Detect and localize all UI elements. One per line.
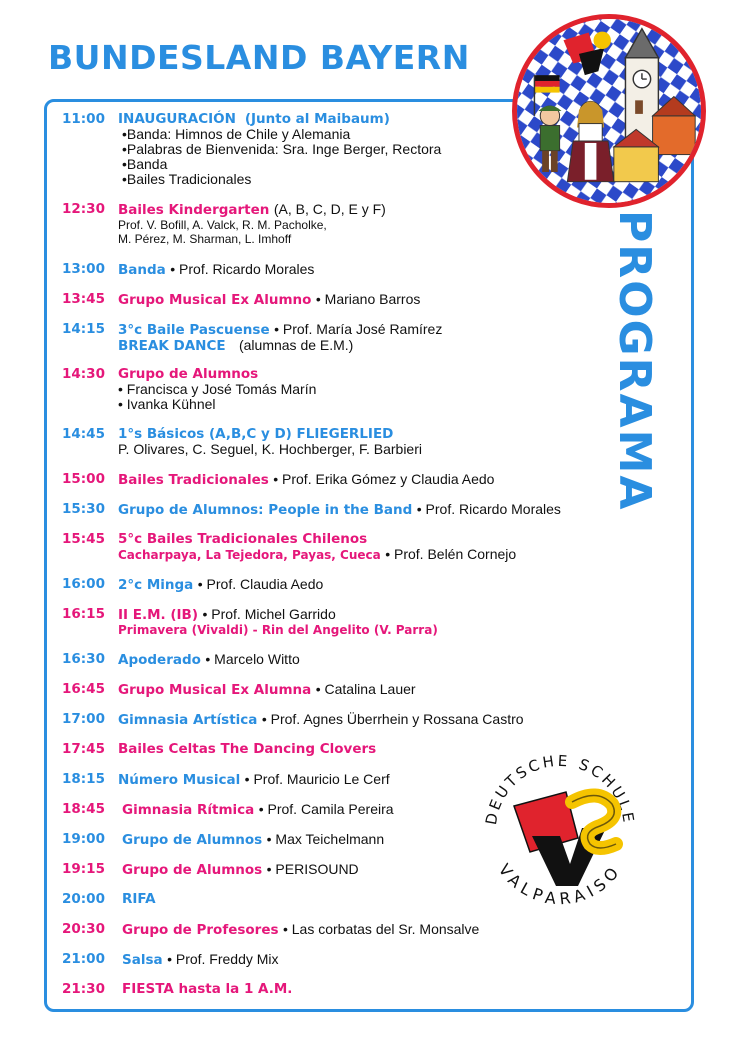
entry-detail: • Max Teichelmann xyxy=(266,831,385,847)
entry-line: • Francisca y José Tomás Marín xyxy=(118,381,317,397)
entry-time: 20:00 xyxy=(62,891,105,907)
entry-detail: • Las corbatas del Sr. Monsalve xyxy=(282,921,480,937)
entry-time: 16:45 xyxy=(62,681,105,697)
entry-detail: • PERISOUND xyxy=(266,861,359,877)
school-logo xyxy=(470,740,650,920)
entry-time: 14:30 xyxy=(62,366,105,382)
entry-activity: 5°c Bailes Tradicionales Chilenos xyxy=(118,531,368,547)
entry-detail: • Prof. Belén Cornejo xyxy=(385,546,517,562)
entry-time: 16:00 xyxy=(62,576,105,592)
entry-activity-extra: (Junto al Maibaum) xyxy=(244,111,390,127)
entry-detail: • Prof. Mauricio Le Cerf xyxy=(244,771,390,787)
page-title: BUNDESLAND BAYERN xyxy=(48,38,470,77)
entry-time: 11:00 xyxy=(62,111,105,127)
entry-time: 16:15 xyxy=(62,606,105,622)
side-label-wrapper xyxy=(610,210,660,510)
entry-line: •Banda xyxy=(122,156,168,172)
entry-line: P. Olivares, C. Seguel, K. Hochberger, F. Barbieri xyxy=(118,441,422,457)
bavaria-illustration-badge xyxy=(512,14,706,208)
entry-note: M. Pérez, M. Sharman, L. Imhoff xyxy=(118,232,292,246)
bavaria-illustration-image xyxy=(517,19,701,203)
entry-activity: FIESTA hasta la 1 A.M. xyxy=(122,981,293,997)
entry-detail: • Prof. Claudia Aedo xyxy=(197,576,324,592)
entry-sub-activity: Cacharpaya, La Tejedora, Payas, Cueca xyxy=(118,548,381,562)
entry-line: •Banda: Himnos de Chile y Alemania xyxy=(122,126,351,142)
entry-activity: 3°c Baile Pascuense xyxy=(118,322,270,338)
entry-time: 13:45 xyxy=(62,291,105,307)
entry-time: 21:30 xyxy=(62,981,105,997)
entry-time: 18:45 xyxy=(62,801,105,817)
entry-activity: Bailes Kindergarten xyxy=(118,202,270,218)
entry-activity: Grupo de Alumnos xyxy=(122,862,263,878)
entry-detail: • Prof. Erika Gómez y Claudia Aedo xyxy=(273,471,495,487)
entry-detail: • Mariano Barros xyxy=(315,291,421,307)
logo-text-top: DEUTSCHE SCHULE xyxy=(481,751,638,827)
entry-detail: • Prof. María José Ramírez xyxy=(274,321,443,337)
entry-activity: II E.M. (IB) xyxy=(118,607,199,623)
entry-activity: Grupo Musical Ex Alumna xyxy=(118,682,312,698)
entry-line: •Bailes Tradicionales xyxy=(122,171,252,187)
entry-activity: RIFA xyxy=(122,891,156,907)
entry-detail: • Prof. Camila Pereira xyxy=(258,801,394,817)
entry-detail: • Prof. Ricardo Morales xyxy=(416,501,561,517)
entry-activity: Gimnasia Artística xyxy=(118,712,258,728)
entry-activity: Grupo de Alumnos xyxy=(122,832,263,848)
entry-time: 17:00 xyxy=(62,711,105,727)
entry-time: 20:30 xyxy=(62,921,105,937)
entry-time: 19:15 xyxy=(62,861,105,877)
entry-detail: • Prof. Ricardo Morales xyxy=(170,261,315,277)
entry-activity: Número Musical xyxy=(118,772,241,788)
entry-time: 15:00 xyxy=(62,471,105,487)
entry-activity-second: BREAK DANCE xyxy=(118,338,226,354)
entry-time: 12:30 xyxy=(62,201,105,217)
entry-detail: • Prof. Agnes Überrhein y Rossana Castro xyxy=(261,711,524,727)
entry-activity: Grupo de Alumnos: People in the Band xyxy=(118,502,413,518)
entry-note: Prof. V. Bofill, A. Valck, R. M. Pacholke, xyxy=(118,218,327,232)
entry-activity: Bailes Tradicionales xyxy=(118,472,269,488)
entry-time: 16:30 xyxy=(62,651,105,667)
entry-activity: INAUGURACIÓN xyxy=(118,111,236,127)
entry-time: 14:15 xyxy=(62,321,105,337)
logo-text-bottom: VALPARAISO xyxy=(494,860,626,909)
entry-line: • Ivanka Kühnel xyxy=(118,396,216,412)
entry-time: 21:00 xyxy=(62,951,105,967)
entry-activity: Banda xyxy=(118,262,166,278)
entry-time: 15:30 xyxy=(62,501,105,517)
entry-activity: Grupo de Alumnos xyxy=(118,366,259,382)
entry-activity: Grupo Musical Ex Alumno xyxy=(118,292,312,308)
entry-activity: Bailes Celtas The Dancing Clovers xyxy=(118,741,377,757)
entry-activity: 2°c Minga xyxy=(118,577,194,593)
school-logo-image xyxy=(470,740,650,920)
entry-detail: (A, B, C, D, E y F) xyxy=(273,201,386,217)
entry-detail: • Prof. Michel Garrido xyxy=(202,606,336,622)
entry-time: 19:00 xyxy=(62,831,105,847)
side-label-programa: PROGRAMA xyxy=(609,210,660,512)
entry-detail-second: (alumnas de E.M.) xyxy=(238,337,354,353)
entry-activity: Apoderado xyxy=(118,652,201,668)
entry-line: •Palabras de Bienvenida: Sra. Inge Berger, Rectora xyxy=(122,141,442,157)
entry-detail: • Prof. Freddy Mix xyxy=(167,951,279,967)
entry-activity: Gimnasia Rítmica xyxy=(122,802,255,818)
entry-detail: • Catalina Lauer xyxy=(315,681,416,697)
entry-time: 14:45 xyxy=(62,426,105,442)
entry-time: 17:45 xyxy=(62,741,105,757)
entry-activity: 1°s Básicos (A,B,C y D) FLIEGERLIED xyxy=(118,426,394,442)
entry-time: 18:15 xyxy=(62,771,105,787)
entry-sub-activity: Primavera (Vivaldi) - Rin del Angelito (V. Parra) xyxy=(118,623,438,637)
entry-detail: • Marcelo Witto xyxy=(205,651,300,667)
entry-time: 13:00 xyxy=(62,261,105,277)
entry-activity: Salsa xyxy=(122,952,163,968)
entry-time: 15:45 xyxy=(62,531,105,547)
entry-activity: Grupo de Profesores xyxy=(122,922,279,938)
